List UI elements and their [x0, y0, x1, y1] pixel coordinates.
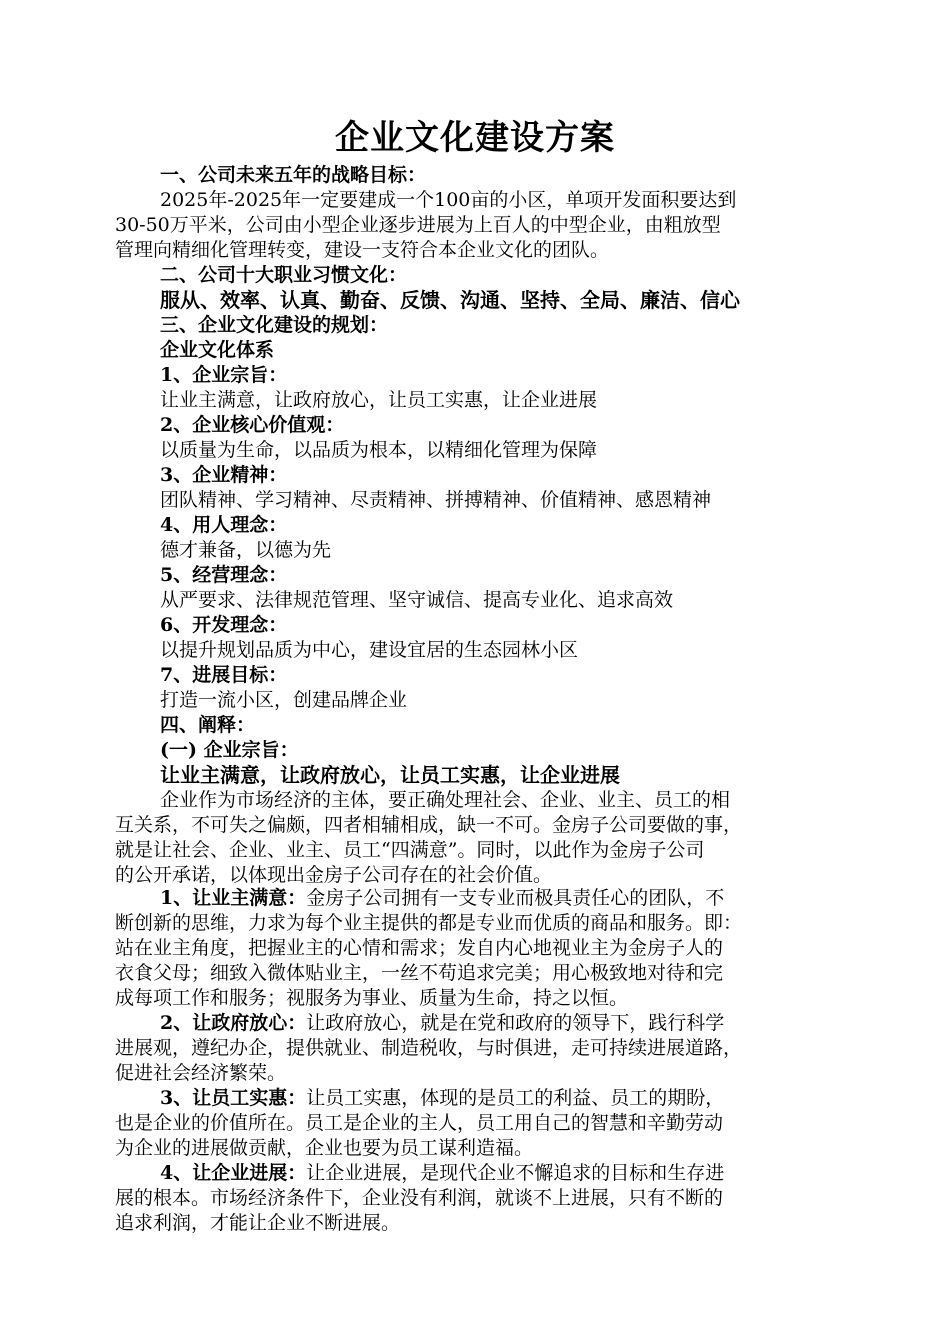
point-label: 3、让员工实惠： [160, 1087, 307, 1109]
section4-sub1-heading: (一) 企业宗旨： [160, 739, 299, 761]
section4-heading: 四、阐释： [160, 714, 256, 736]
section4-motto: 让业主满意，让政府放心，让员工实惠，让企业进展 [160, 763, 620, 787]
point-label: 4、让企业进展： [160, 1162, 307, 1184]
culture-item-text: 以质量为生命，以品质为根本，以精细化管理为保障 [160, 439, 598, 461]
culture-item-label: 4、用人理念： [160, 514, 288, 536]
point-line: 站在业主角度，把握业主的心情和需求；发自内心地视业主为金房子人的 [115, 937, 724, 959]
point-text: 让企业进展，是现代企业不懈追求的目标和生存进 [306, 1162, 725, 1184]
intro-line: 的公开承诺，以体现出金房子公司存在的社会价值。 [115, 864, 553, 886]
point-line: 促进社会经济繁荣。 [115, 1062, 287, 1084]
point-text: 让员工实惠，体现的是员工的利益、员工的期盼， [306, 1087, 725, 1109]
point-first-line [160, 1086, 724, 1111]
point-line: 成每项工作和服务；视服务为事业、质量为生命，持之以恒。 [115, 987, 629, 1009]
point-line: 断创新的思维，力求为每个业主提供的都是专业而优质的商品和服务。即： [115, 912, 743, 934]
culture-item-text: 打造一流小区，创建品牌企业 [160, 689, 408, 711]
point-line: 进展观，遵纪办企，提供就业、制造税收，与时俱进，走可持续进展道路， [115, 1037, 743, 1059]
intro-line: 企业作为市场经济的主体，要正确处理社会、企业、业主、员工的相 [160, 789, 731, 811]
point-text: 让政府放心，就是在党和政府的领导下，践行科学 [306, 1012, 725, 1034]
point-label: 1、让业主满意： [160, 887, 307, 909]
point-text: 金房子公司拥有一支专业而极具责任心的团队，不 [306, 887, 725, 909]
document-title: 企业文化建设方案 [335, 118, 615, 158]
point-line: 展的根本。市场经济条件下，企业没有利润，就谈不上进展，只有不断的 [115, 1187, 724, 1209]
culture-system-subheading: 企业文化体系 [160, 339, 275, 361]
culture-item-text: 让业主满意，让政府放心，让员工实惠，让企业进展 [160, 389, 598, 411]
point-line: 为企业的进展做贡献，企业也要为员工谋利造福。 [115, 1137, 534, 1159]
section1-body-line: 管理向精细化管理转变，建设一支符合本企业文化的团队。 [115, 239, 610, 261]
culture-item-label: 6、开发理念： [160, 614, 288, 636]
culture-item-text: 团队精神、学习精神、尽责精神、拼搏精神、价值精神、感恩精神 [160, 489, 712, 511]
culture-item-label: 7、进展目标： [160, 664, 288, 686]
point-first-line [160, 1161, 724, 1186]
culture-item-text: 以提升规划品质为中心，建设宜居的生态园林小区 [160, 639, 579, 661]
point-line: 也是企业的价值所在。员工是企业的主人，员工用自己的智慧和辛勤劳动 [115, 1112, 724, 1134]
culture-item-text: 德才兼备，以德为先 [160, 539, 332, 561]
habits-line: 服从、效率、认真、勤奋、反馈、沟通、坚持、全局、廉洁、信心 [160, 288, 740, 312]
point-first-line [160, 1011, 724, 1036]
section1-body-line: 2025年-2025年一定要建成一个100亩的小区，单项开发面积要达到 [160, 189, 737, 211]
section2-heading: 二、公司十大职业习惯文化： [160, 264, 408, 286]
intro-line: 就是让社会、企业、业主、员工“四满意”。同时，以此作为金房子公司 [115, 839, 705, 861]
culture-item-label: 2、企业核心价值观： [160, 414, 345, 436]
culture-item-label: 3、企业精神： [160, 464, 288, 486]
point-first-line [160, 886, 724, 911]
culture-item-label: 1、企业宗旨： [160, 364, 288, 386]
point-line: 衣食父母；细致入微体贴业主，一丝不苟追求完美；用心极致地对待和完 [115, 962, 724, 984]
culture-item-label: 5、经营理念： [160, 564, 288, 586]
section1-body-line: 30-50万平米，公司由小型企业逐步进展为上百人的中型企业，由粗放型 [115, 214, 721, 236]
section3-heading: 三、企业文化建设的规划： [160, 314, 389, 336]
intro-line: 互关系，不可失之偏颇，四者相辅相成，缺一不可。金房子公司要做的事， [115, 814, 743, 836]
point-label: 2、让政府放心： [160, 1012, 307, 1034]
point-line: 追求利润，才能让企业不断进展。 [115, 1212, 401, 1234]
section1-heading: 一、公司未来五年的战略目标： [160, 164, 427, 186]
culture-item-text: 从严要求、法律规范管理、坚守诚信、提高专业化、追求高效 [160, 589, 674, 611]
